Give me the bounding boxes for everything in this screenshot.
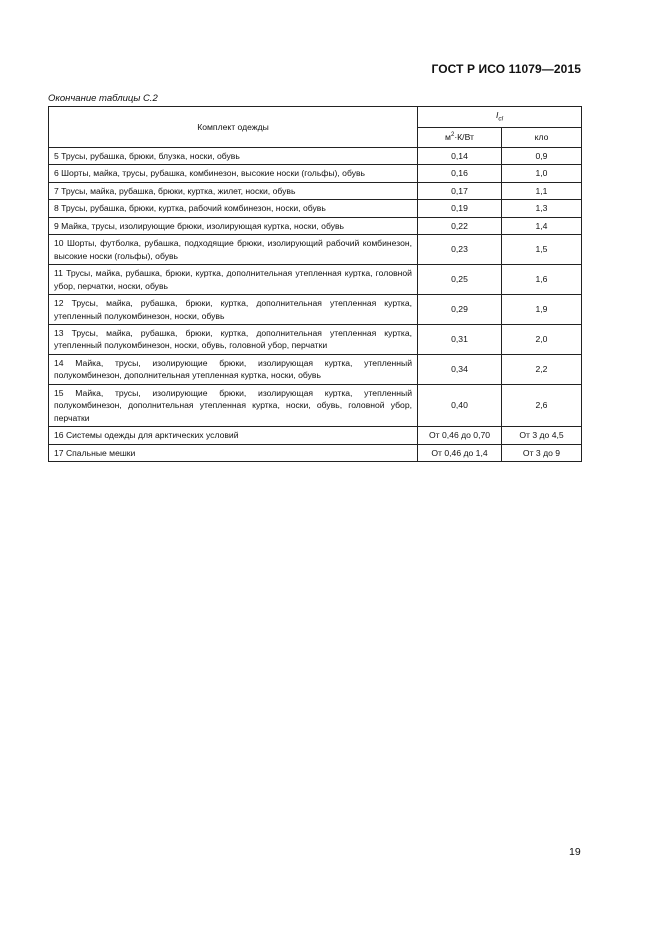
- insulation-si-cell: 0,19: [418, 200, 502, 217]
- header-ensemble: Комплект одежды: [49, 107, 418, 148]
- ensemble-description-cell: 12 Трусы, майка, рубашка, брюки, куртка, дополнительная утепленная куртка, утепленный полукомбинезон, носки, обувь: [49, 295, 418, 325]
- table-row: [49, 235, 582, 265]
- insulation-si-cell: От 0,46 до 0,70: [418, 427, 502, 444]
- ensemble-description-cell: 7 Трусы, майка, рубашка, брюки, куртка, жилет, носки, обувь: [49, 182, 418, 199]
- insulation-clo-cell: 1,0: [502, 165, 582, 182]
- table-row: [49, 324, 582, 354]
- ensemble-description-cell: 10 Шорты, футболка, рубашка, подходящие брюки, изолирующий рабочий комбинезон, высокие носки (гольфы), обувь: [49, 235, 418, 265]
- insulation-si-cell: 0,25: [418, 265, 502, 295]
- insulation-clo-cell: 2,2: [502, 354, 582, 384]
- ensemble-description-cell: 17 Спальные мешки: [49, 444, 418, 461]
- ensemble-description-cell: 14 Майка, трусы, изолирующие брюки, изолирующая куртка, утепленный полукомбинезон, дополнительная утепленная куртка, носки, обувь: [49, 354, 418, 384]
- document-standard-title: ГОСТ Р ИСО 11079—2015: [431, 62, 581, 76]
- insulation-clo-cell: 1,3: [502, 200, 582, 217]
- ensemble-description-cell: 8 Трусы, рубашка, брюки, куртка, рабочий комбинезон, носки, обувь: [49, 200, 418, 217]
- table-row: [49, 165, 582, 182]
- insulation-clo-cell: 1,9: [502, 295, 582, 325]
- unit-si-exponent: 2: [450, 132, 455, 139]
- unit-si-base: м: [445, 132, 451, 143]
- unit-si-rest: ·К/Вт: [454, 132, 474, 143]
- insulation-si-cell: 0,14: [418, 148, 502, 165]
- insulation-si-cell: 0,40: [418, 384, 502, 426]
- ensemble-description-cell: 13 Трусы, майка, рубашка, брюки, куртка, дополнительная утепленная куртка, утепленный полукомбинезон, носки, обувь, головной убор, перчатки: [49, 324, 418, 354]
- insulation-clo-cell: 1,5: [502, 235, 582, 265]
- header-symbol-letter: I: [495, 110, 499, 121]
- clothing-insulation-table: [48, 106, 582, 462]
- table-row: [49, 384, 582, 426]
- insulation-clo-cell: От 3 до 4,5: [502, 427, 582, 444]
- insulation-clo-cell: 2,0: [502, 324, 582, 354]
- table-row: [49, 148, 582, 165]
- ensemble-description-cell: 6 Шорты, майка, трусы, рубашка, комбинезон, высокие носки (гольфы), обувь: [49, 165, 418, 182]
- insulation-clo-cell: 1,1: [502, 182, 582, 199]
- ensemble-description-cell: 5 Трусы, рубашка, брюки, блузка, носки, обувь: [49, 148, 418, 165]
- table-row: [49, 182, 582, 199]
- table-caption: Окончание таблицы С.2: [48, 93, 158, 104]
- ensemble-description-cell: 9 Майка, трусы, изолирующие брюки, изолирующая куртка, носки, обувь: [49, 217, 418, 234]
- insulation-si-cell: 0,29: [418, 295, 502, 325]
- insulation-clo-cell: 1,4: [502, 217, 582, 234]
- header-unit-si: [418, 127, 502, 147]
- table-row: [49, 354, 582, 384]
- insulation-si-cell: 0,17: [418, 182, 502, 199]
- table-body: [49, 148, 582, 462]
- ensemble-description-cell: 15 Майка, трусы, изолирующие брюки, изолирующая куртка, утепленный полукомбинезон, дополнительная утепленная куртка, носки, обувь, головной убор, перчатки: [49, 384, 418, 426]
- insulation-si-cell: 0,22: [418, 217, 502, 234]
- insulation-si-cell: От 0,46 до 1,4: [418, 444, 502, 461]
- insulation-si-cell: 0,16: [418, 165, 502, 182]
- header-symbol-subscript: cl: [498, 115, 504, 123]
- insulation-si-cell: 0,23: [418, 235, 502, 265]
- table-row: [49, 265, 582, 295]
- table-row: [49, 427, 582, 444]
- insulation-si-cell: 0,31: [418, 324, 502, 354]
- table-row: [49, 200, 582, 217]
- table-row: [49, 217, 582, 234]
- ensemble-description-cell: 11 Трусы, майка, рубашка, брюки, куртка, дополнительная утепленная куртка, головной убор, перчатки, носки, обувь: [49, 265, 418, 295]
- header-insulation-symbol: [418, 107, 582, 128]
- header-unit-clo: кло: [502, 127, 582, 147]
- insulation-si-cell: 0,34: [418, 354, 502, 384]
- insulation-clo-cell: 0,9: [502, 148, 582, 165]
- table-row: [49, 295, 582, 325]
- insulation-clo-cell: 2,6: [502, 384, 582, 426]
- insulation-clo-cell: 1,6: [502, 265, 582, 295]
- ensemble-description-cell: 16 Системы одежды для арктических условий: [49, 427, 418, 444]
- page-number: 19: [569, 846, 581, 858]
- table-row: [49, 444, 582, 461]
- insulation-clo-cell: От 3 до 9: [502, 444, 582, 461]
